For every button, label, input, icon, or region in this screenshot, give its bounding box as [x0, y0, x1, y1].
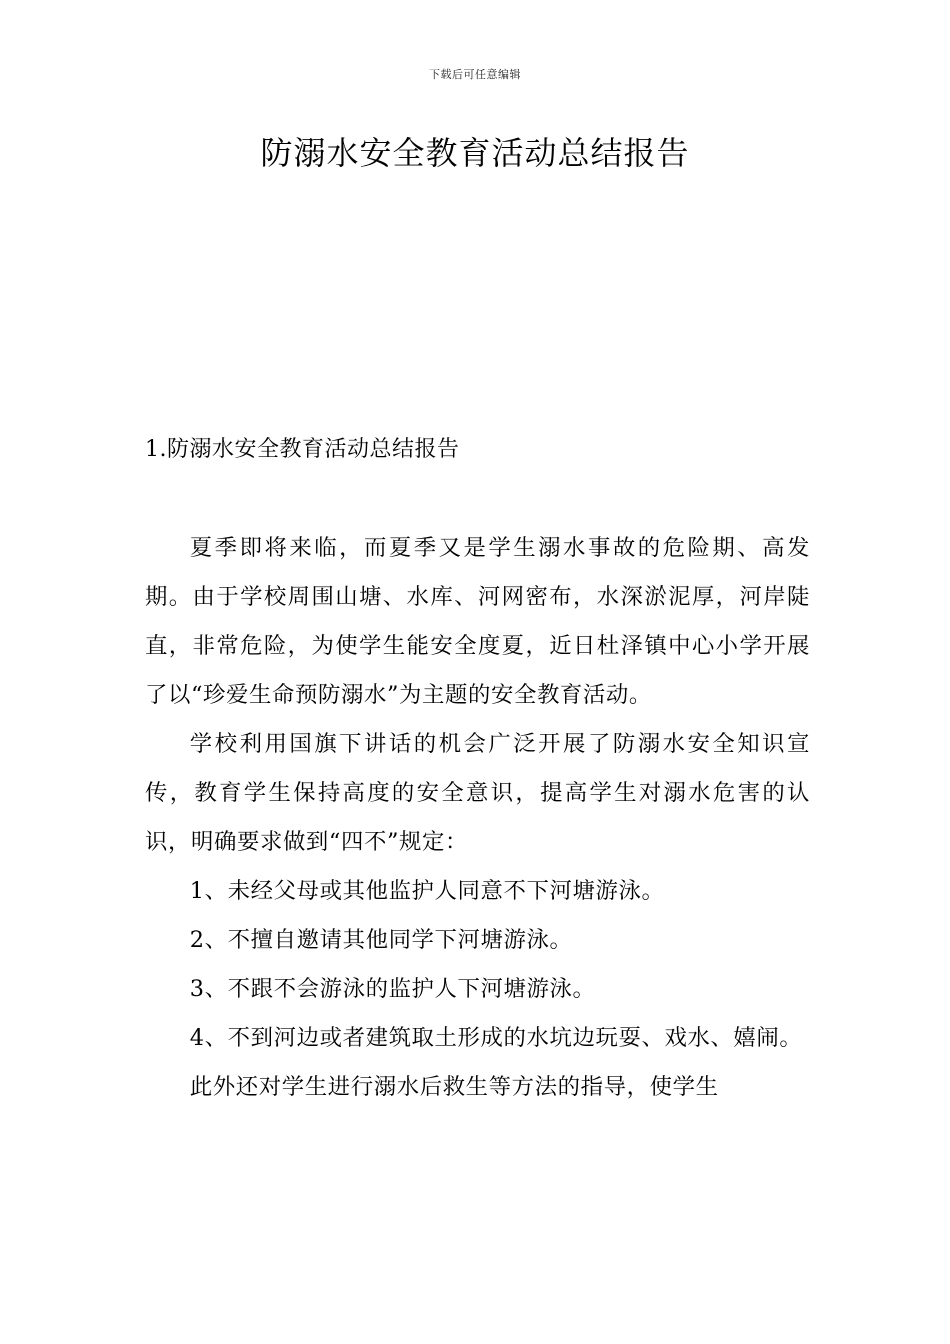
rule-item-1: 1、未经父母或其他监护人同意不下河塘游泳。: [189, 878, 665, 904]
paragraph-intro: 夏季即将来临，而夏季又是学生溺水事故的危险期、高发期。由于学校周围山塘、水库、河网密布，水深淤泥厚，河岸陡直，非常危险，为使学生能安全度夏，近日杜泽镇中心小学开展了以“珍爱生命预防溺水”为主题的安全教育活动。: [145, 535, 810, 708]
body-text: [145, 524, 810, 1112]
rule-item-2: 2、不擅自邀请其他同学下河塘游泳。: [189, 927, 573, 953]
rule-item-4: 4、不到河边或者建筑取土形成的水坑边玩耍、戏水、嬉闹。: [189, 1025, 803, 1051]
header-note: 下载后可任意编辑: [429, 68, 521, 81]
section-heading: 1.防溺水安全教育活动总结报告: [145, 437, 460, 462]
paragraph-publicity: 学校利用国旗下讲话的机会广泛开展了防溺水安全知识宣传，教育学生保持高度的安全意识，提高学生对溺水危害的认识，明确要求做到“四不”规定：: [145, 731, 810, 855]
paragraph-rescue-guidance: 此外还对学生进行溺水后救生等方法的指导，使学生: [189, 1074, 719, 1100]
rule-item-3: 3、不跟不会游泳的监护人下河塘游泳。: [189, 976, 596, 1002]
document-title: 防溺水安全教育活动总结报告: [260, 134, 690, 172]
